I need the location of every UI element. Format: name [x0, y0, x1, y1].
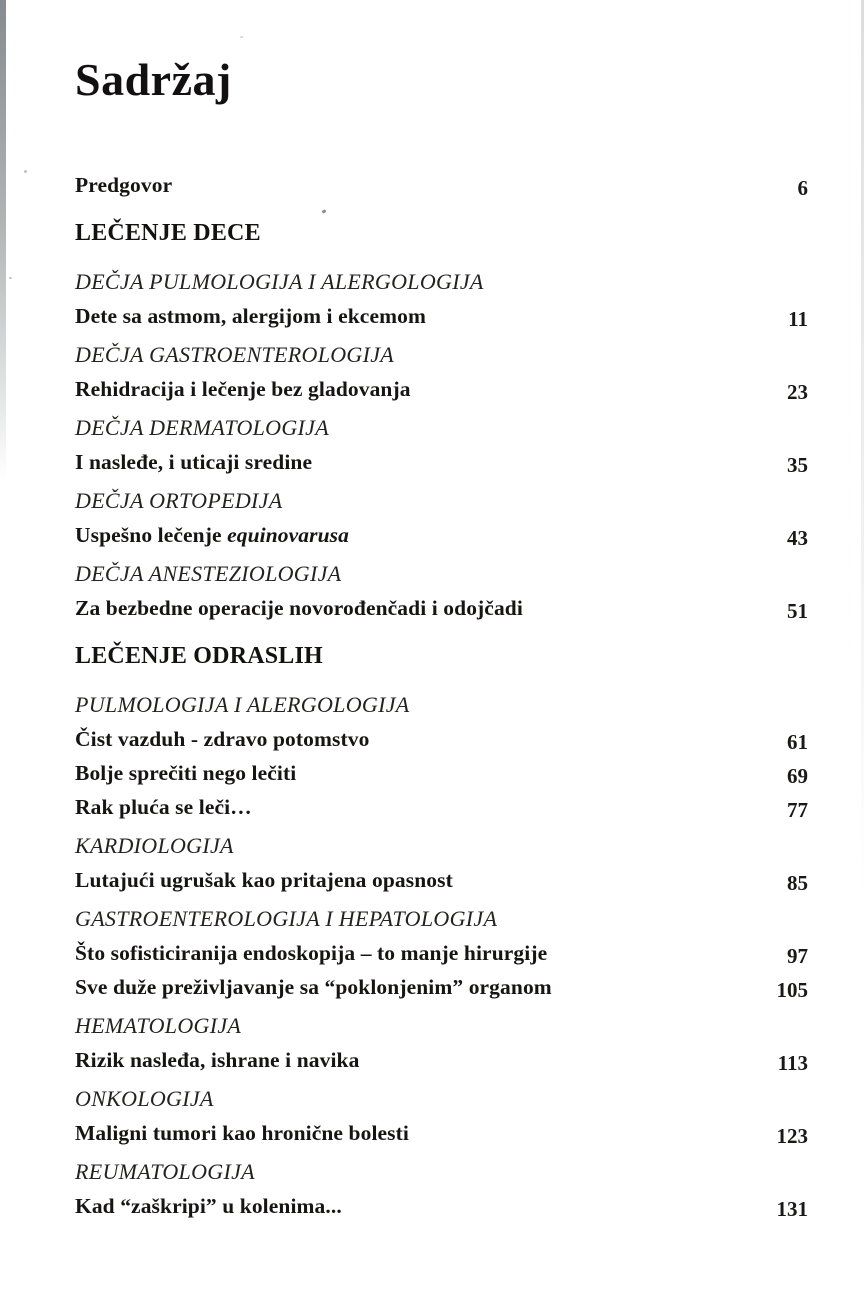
- page-title: Sadržaj: [75, 54, 232, 105]
- toc-entry-page: 113: [777, 1051, 808, 1075]
- toc-category: HEMATOLOGIJA: [75, 1013, 242, 1038]
- scan-speck: [9, 277, 12, 279]
- toc-entry-page: 61: [787, 730, 808, 754]
- toc-entry: [75, 303, 808, 329]
- toc-entry-title: I nasleđe, i uticaji sredine: [75, 450, 313, 474]
- toc-entry-page: 131: [776, 1197, 808, 1221]
- toc-entry-page: 77: [787, 798, 808, 822]
- section-heading: LEČENJE ODRASLIH: [75, 643, 323, 669]
- toc-category: DEČJA ORTOPEDIJA: [75, 488, 283, 513]
- toc-entry-title: Sve duže preživljavanje sa “poklonjenim” organom: [75, 975, 552, 999]
- toc-entry-page: 51: [787, 599, 808, 623]
- toc-category: GASTROENTEROLOGIJA I HEPATOLOGIJA: [75, 906, 498, 931]
- toc-entry-page: 23: [787, 380, 808, 404]
- toc-entry: [75, 726, 808, 752]
- toc-entry: [75, 1193, 808, 1219]
- toc-entry-page: 11: [788, 307, 808, 331]
- toc-entry: [75, 974, 808, 1000]
- toc-entry: [75, 867, 808, 893]
- toc-entry-page: 105: [776, 978, 808, 1002]
- toc-entry-page: 35: [787, 453, 808, 477]
- toc-entry: [75, 760, 808, 786]
- toc-entry: [75, 376, 808, 402]
- toc-entry-title: Maligni tumori kao hronične bolesti: [75, 1121, 409, 1145]
- toc-category: DEČJA ANESTEZIOLOGIJA: [75, 561, 342, 586]
- toc-entry-page: 123: [776, 1124, 808, 1148]
- scan-speck: [240, 36, 243, 38]
- toc-entry: [75, 1047, 808, 1073]
- toc-entry: [75, 1120, 808, 1146]
- toc-entry: [75, 449, 808, 475]
- toc-entry-title: Lutajući ugrušak kao pritajena opasnost: [75, 868, 453, 892]
- toc-entry-title: Što sofisticiranija endoskopija – to manje hirurgije: [75, 941, 548, 965]
- toc-category: REUMATOLOGIJA: [75, 1159, 255, 1184]
- toc-entry: [75, 522, 808, 548]
- toc-category: DEČJA DERMATOLOGIJA: [75, 415, 329, 440]
- toc-entry-title: Rak pluća se leči…: [75, 795, 252, 819]
- section-heading: LEČENJE DECE: [75, 220, 261, 246]
- toc-entry-page: 6: [797, 176, 808, 200]
- toc-entry-preface: [75, 172, 808, 198]
- toc-entry-title: Uspešno lečenje equinovarusa: [75, 523, 349, 547]
- scan-speck: [24, 170, 27, 173]
- toc-category: KARDIOLOGIJA: [75, 833, 234, 858]
- toc-entry: [75, 794, 808, 820]
- toc-entry: [75, 595, 808, 621]
- scan-edge-artifact-left: [0, 0, 6, 480]
- toc-sections: [75, 219, 808, 1219]
- toc-entry-title: Za bezbedne operacije novorođenčadi i odojčadi: [75, 596, 523, 620]
- toc-entry-title: Predgovor: [75, 173, 173, 197]
- toc-category: DEČJA PULMOLOGIJA I ALERGOLOGIJA: [75, 269, 484, 294]
- toc-category: ONKOLOGIJA: [75, 1086, 214, 1111]
- toc-entry-page: 69: [787, 764, 808, 788]
- toc-entry-page: 43: [787, 526, 808, 550]
- toc-category: PULMOLOGIJA I ALERGOLOGIJA: [75, 692, 410, 717]
- toc-entry-title: Rizik nasleđa, ishrane i navika: [75, 1048, 360, 1072]
- toc-entry-title: Rehidracija i lečenje bez gladovanja: [75, 377, 411, 401]
- toc-entry-title: Dete sa astmom, alergijom i ekcemom: [75, 304, 426, 328]
- toc-entry-title: Čist vazduh - zdravo potomstvo: [75, 727, 370, 751]
- toc-entry-title: Bolje sprečiti nego lečiti: [75, 761, 297, 785]
- toc-entry-title: Kad “zaškripi” u kolenima...: [75, 1194, 342, 1218]
- toc-entry-page: 85: [787, 871, 808, 895]
- toc-entry-title-italic: equinovarusa: [227, 523, 349, 547]
- toc-entry: [75, 940, 808, 966]
- toc-category: DEČJA GASTROENTEROLOGIJA: [75, 342, 395, 367]
- toc-list: [75, 172, 808, 1219]
- toc-entry-page: 97: [787, 944, 808, 968]
